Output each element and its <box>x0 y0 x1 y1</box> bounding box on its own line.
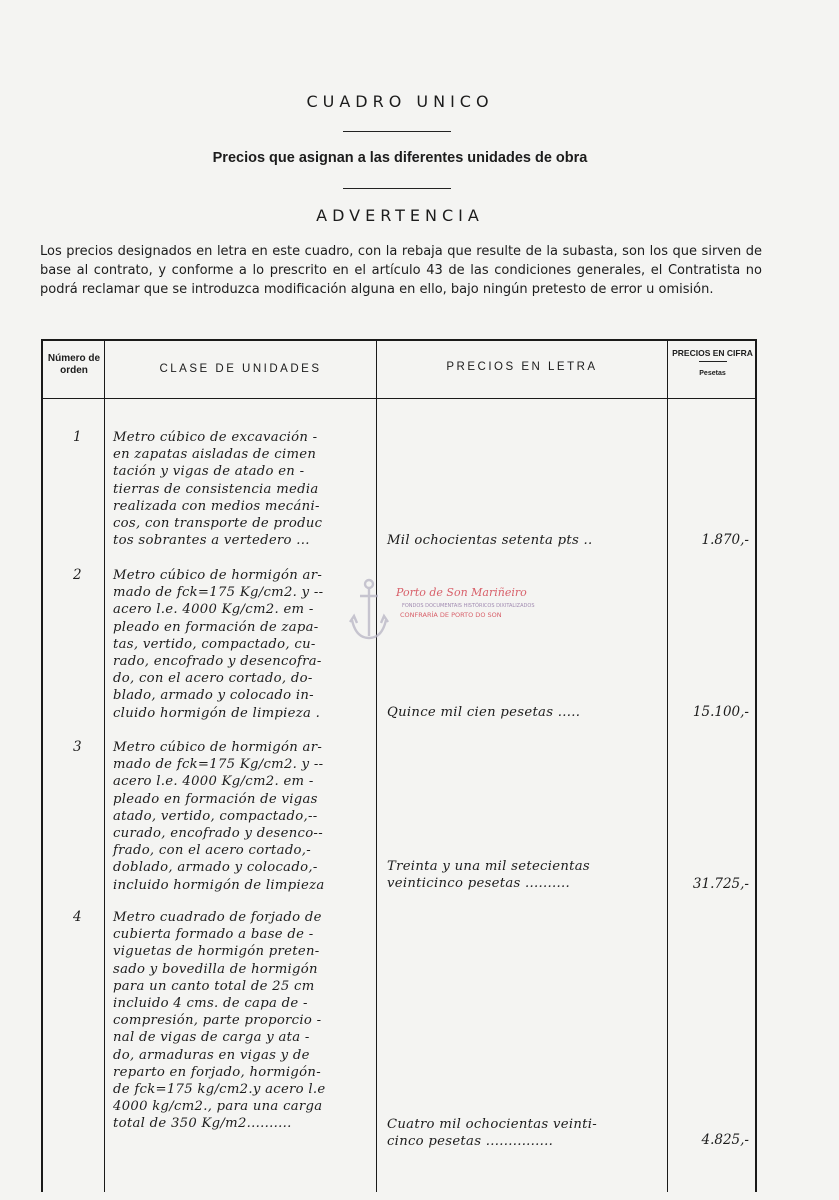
column-divider <box>667 341 668 1192</box>
row-4-price-words: Cuatro mil ochocientas veinti- cinco pesetas ............... <box>387 1117 598 1150</box>
row-3-price-figure: 31.725,- <box>692 876 749 892</box>
watermark-line-3: CONFRARÍA DE PORTO DO SON <box>400 611 502 619</box>
row-4-number: 4 <box>73 909 82 925</box>
header-letra: PRECIOS EN LETRA <box>446 361 598 373</box>
row-4-price-figure: 4.825,- <box>701 1132 749 1148</box>
document-subtitle: Precios que asignan a las diferentes unidades de obra <box>212 150 588 166</box>
row-1-price-words: Mil ochocientas setenta pts .. <box>387 533 593 548</box>
watermark-line-2: FONDOS DOCUMENTAIS HISTÓRICOS DIXITALIZADOS <box>402 603 535 609</box>
row-1-price-figure: 1.870,- <box>701 532 749 548</box>
header-cifra-dash <box>699 361 727 362</box>
row-3-price-words: Treinta y una mil setecientas veinticinco pesetas .......... <box>387 859 590 892</box>
header-cifra-unit: Pesetas <box>699 370 726 377</box>
header-numero: Número de orden <box>47 353 101 376</box>
header-clase: CLASE DE UNIDADES <box>159 363 322 375</box>
archive-watermark <box>340 578 535 648</box>
column-divider <box>104 341 105 1192</box>
anchor-icon <box>348 578 390 644</box>
document-title: CUADRO UNICO <box>306 92 494 111</box>
row-2-price-figure: 15.100,- <box>692 704 749 720</box>
row-1-number: 1 <box>73 429 82 445</box>
header-cifra <box>668 347 757 380</box>
column-divider <box>376 341 377 1192</box>
subtitle-divider <box>343 188 451 189</box>
row-1-description: Metro cúbico de excavación - en zapatas aisladas de cimen tación y vigas de atado en - tierras de consistencia media realizada con medios mecáni- cos, con transporte de produc tos sobrantes a vertedero ... <box>113 430 323 549</box>
row-3-number: 3 <box>73 739 82 755</box>
row-2-description: Metro cúbico de hormigón ar- mado de fck=175 Kg/cm2. y -- acero l.e. 4000 Kg/cm2. em - pleado en formación de zapa- tas, vertido, compactado, cu- rado, encofrado y desencofra- do, con el acero cortado, do- blado, armado y colocado in- cluido hormigón de limpieza . <box>113 568 324 721</box>
row-4-description: Metro cuadrado de forjado de cubierta formado a base de - viguetas de hormigón preten- sado y bovedilla de hormigón para un canto total de 25 cm incluido 4 cms. de capa de - compresión, parte proporcio - nal de vigas de carga y ata - do, armaduras en vigas y de reparto en forjado, hormigón- de fck=175 kg/cm2.y acero l.e 4000 kg/cm2., para una carga total de 350 Kg/m2.......... <box>113 910 326 1132</box>
row-2-number: 2 <box>73 567 82 583</box>
advertencia-heading: ADVERTENCIA <box>316 206 484 225</box>
header-cifra-label: PRECIOS EN CIFRA <box>672 348 753 358</box>
price-table <box>41 339 757 1192</box>
watermark-line-1: Porto de Son Mariñeiro <box>396 586 527 599</box>
row-2-price-words: Quince mil cien pesetas ..... <box>387 705 581 720</box>
title-divider <box>343 131 451 132</box>
row-3-description: Metro cúbico de hormigón ar- mado de fck=175 Kg/cm2. y -- acero l.e. 4000 Kg/cm2. em - pleado en formación de vigas atado, vertido, compactado,-- curado, encofrado y desenco-- frado, con el acero cortado,- doblado, armado y colocado,- incluido hormigón de limpieza <box>113 740 325 893</box>
advertencia-paragraph: Los precios designados en letra en este cuadro, con la rebaja que resulte de la subasta, son los que sirven de base al contrato, y conforme a lo prescrito en el artículo 43 de las condiciones generales, el Contratista no podrá reclamar que se introduzca modificación alguna en ello, bajo ningún pretesto de error u omisión. <box>40 244 762 297</box>
header-divider <box>43 398 755 399</box>
